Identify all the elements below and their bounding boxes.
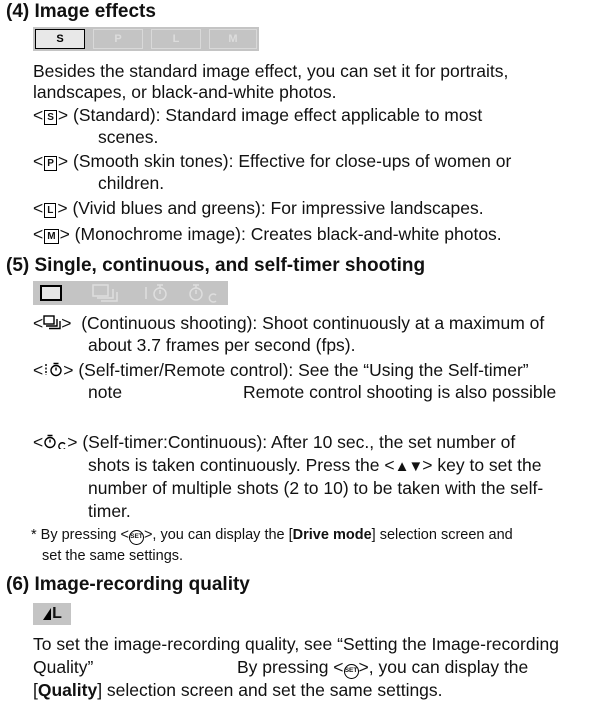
s4-item-portrait: < P > (Smooth skin tones): Effective for close-ups of women or (33, 151, 512, 171)
single-shooting-icon (41, 286, 61, 300)
s6-line-3: [Quality] selection screen and set the same settings. (33, 680, 443, 700)
s6-line-1: To set the image-recording quality, see “Setting the Image-recording (33, 634, 559, 654)
s5-item-self-timer-continuous: < > (Self-timer:Continuous): After 10 sec., the set number of (33, 432, 516, 452)
s4-item-landscape: < L > (Vivid blues and greens): For impressive landscapes. (33, 198, 484, 218)
quality-icon-strip (33, 603, 71, 625)
s4-intro-line-1: Besides the standard image effect, you can set it for portraits, (33, 61, 509, 81)
portrait-inline-icon: P (44, 156, 57, 171)
s5-item-self-timer-cont-a: note (88, 382, 123, 402)
effect-monochrome-icon: M (209, 29, 257, 49)
monochrome-inline-icon: M (44, 229, 58, 244)
landscape-inline-icon: L (44, 203, 56, 218)
s4-item-standard: < S > (Standard): Standard image effect applicable to most (33, 105, 483, 125)
s4-item-monochrome: < M > (Monochrome image): Creates black-and-white photos. (33, 224, 502, 244)
self-timer-icon (146, 285, 166, 300)
s5-item-self-timer-cont-b: Remote control shooting is also possible (243, 382, 557, 402)
set-button-icon: SET (129, 530, 144, 545)
self-timer-inline-icon (43, 362, 63, 377)
s6-line-2-a: Quality” (33, 657, 94, 677)
continuous-inline-icon (43, 315, 61, 330)
s5-item-self-timer: < > (Self-timer/Remote control): See the “Using the Self-timer” (33, 360, 529, 380)
s5-item-continuous: < > (Continuous shooting): Shoot continuously at a maximum of (33, 313, 545, 333)
s5-item-self-timer-continuous-cont-2: number of multiple shots (2 to 10) to be taken with the self- (88, 478, 544, 498)
s4-item-portrait-cont: children. (98, 173, 165, 193)
s6-line-2-b: By pressing <SET>, you can display the (237, 657, 529, 677)
self-timer-continuous-icon (190, 285, 216, 302)
effect-landscape-icon: L (151, 29, 201, 49)
effect-standard-icon: S (35, 29, 85, 49)
s5-item-self-timer-continuous-cont-3: timer. (88, 501, 131, 521)
set-button-icon-2: SET (344, 664, 359, 679)
continuous-shooting-icon (93, 285, 117, 301)
drive-mode-icon-strip (33, 281, 228, 305)
standard-inline-icon: S (44, 110, 57, 125)
image-effect-icon-strip (33, 27, 259, 51)
s4-item-standard-cont: scenes. (98, 127, 159, 147)
s5-note-line-1: * By pressing <SET>, you can display the [Drive mode] selection screen and (31, 527, 513, 543)
s5-note-line-2: set the same settings. (42, 548, 184, 564)
s5-item-self-timer-continuous-cont-1: shots is taken continuously. Press the <▲▼> key to set the (88, 455, 542, 475)
quality-fine-icon (42, 607, 52, 621)
effect-portrait-icon: P (93, 29, 143, 49)
section-5-heading: (5) Single, continuous, and self-timer shooting (6, 255, 426, 276)
s5-item-continuous-cont: about 3.7 frames per second (fps). (88, 335, 356, 355)
s4-intro-line-2: landscapes, or black-and-white photos. (33, 82, 337, 102)
quality-size-label: L (52, 605, 62, 622)
up-down-arrow-icon: ▲▼ (394, 458, 423, 475)
section-6-heading: (6) Image-recording quality (6, 574, 250, 595)
drive-mode-icons (33, 281, 228, 305)
self-timer-continuous-inline-icon (43, 434, 67, 449)
section-4-heading: (4) Image effects (6, 1, 156, 22)
